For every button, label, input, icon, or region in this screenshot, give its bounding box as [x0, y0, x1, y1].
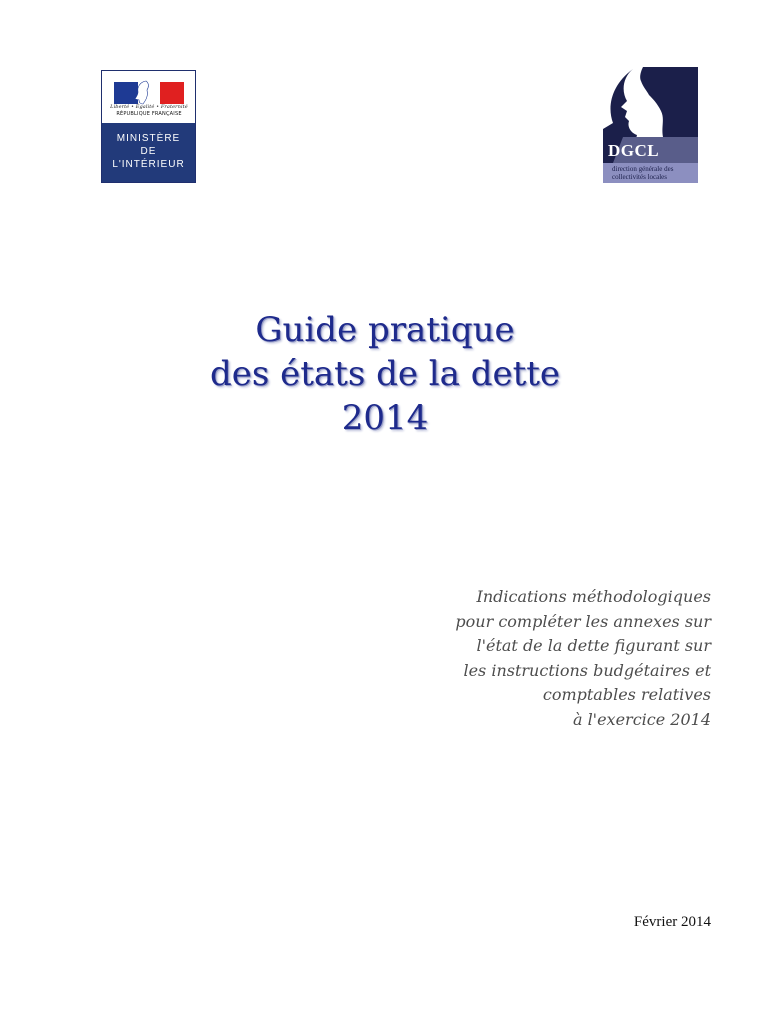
ministry-name-line: MINISTÈRE: [116, 133, 181, 144]
title-line: des états de la dette: [209, 354, 561, 394]
dgcl-acronym: DGCL: [608, 141, 660, 160]
dgcl-subtitle-line: direction générale des: [612, 165, 674, 173]
marianne-profile-icon: [132, 79, 154, 105]
subtitle-line: à l'exercice 2014: [572, 709, 711, 729]
motto-text: Liberté • Égalité • Fraternité: [110, 104, 188, 110]
ministry-name-line: DE: [140, 146, 157, 157]
title-line: 2014: [341, 398, 429, 438]
dgcl-subtitle-line: collectivités locales: [612, 173, 668, 181]
subtitle-line: pour compléter les annexes sur: [455, 611, 711, 631]
subtitle-line: les instructions budgétaires et: [463, 660, 711, 680]
document-title: [120, 308, 650, 440]
document-subtitle: [380, 585, 711, 732]
title-line: Guide pratique: [255, 310, 515, 350]
subtitle-line: l'état de la dette figurant sur: [476, 636, 711, 655]
publication-date: Février 2014: [633, 914, 711, 930]
dgcl-subtitle: [612, 165, 698, 181]
subtitle-line: comptables relatives: [542, 685, 711, 704]
ministry-name-line: L'INTÉRIEUR: [112, 159, 185, 170]
republic-name: RÉPUBLIQUE FRANÇAISE: [116, 111, 182, 117]
republic-emblem: [102, 71, 195, 123]
ministry-interior-logo: [101, 70, 196, 183]
ministry-name-band: [102, 123, 195, 182]
subtitle-line: Indications méthodologiques: [476, 587, 711, 606]
dgcl-logo: [603, 67, 698, 183]
